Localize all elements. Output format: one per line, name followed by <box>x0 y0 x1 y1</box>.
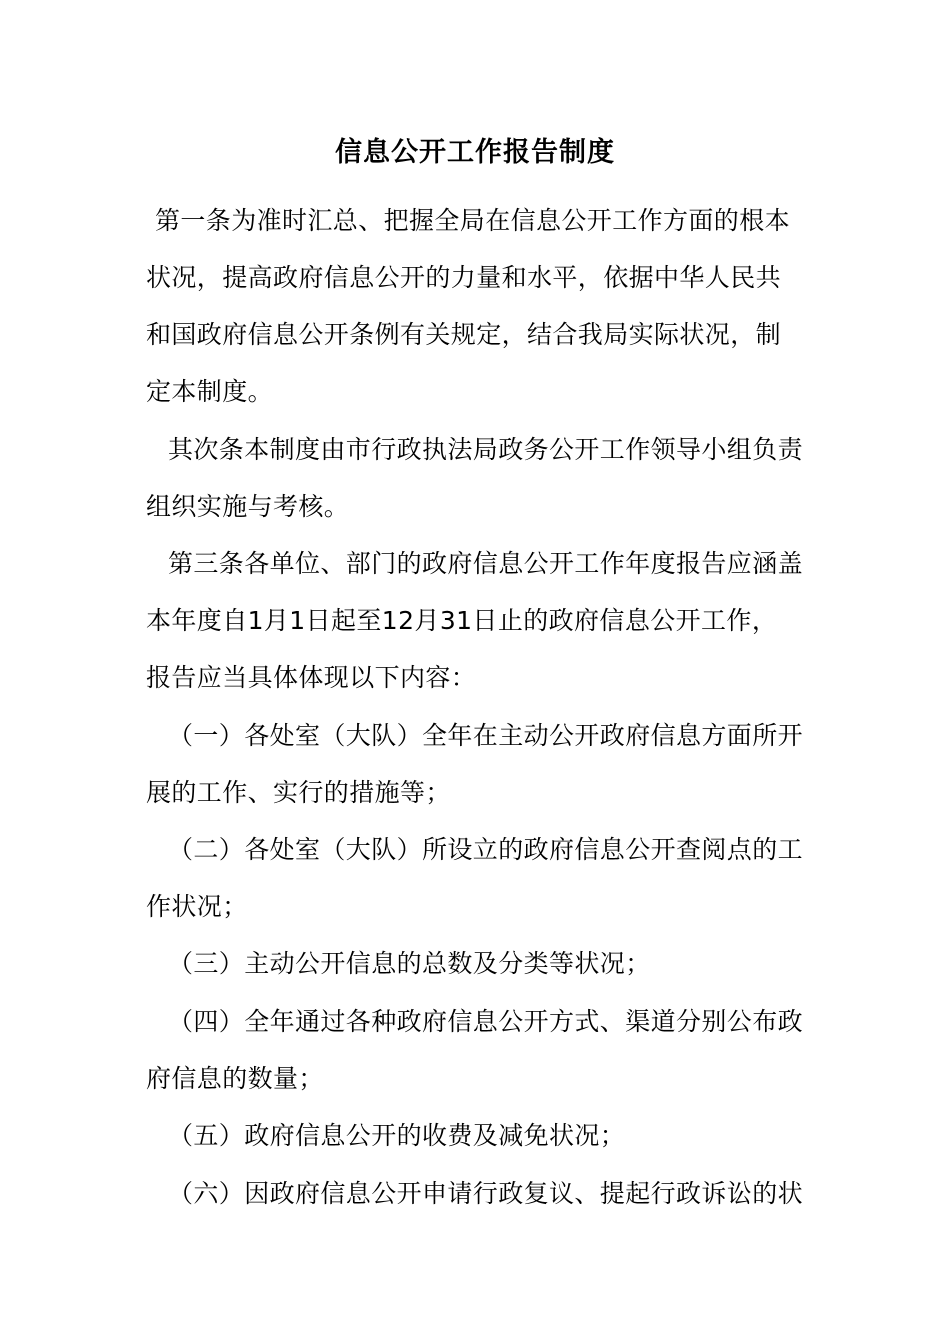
text-line: 作状况； <box>146 892 248 921</box>
text-line: 和国政府信息公开条例有关规定，结合我局实际状况，制 <box>146 320 782 349</box>
text-line: （五）政府信息公开的收费及减免状况； <box>168 1121 626 1150</box>
text-line: 本年度自1月1日起至12月31日止的政府信息公开工作， <box>146 606 778 635</box>
text-line: 定本制度。 <box>146 377 274 406</box>
text-line: 第三条各单位、部门的政府信息公开工作年度报告应涵盖 <box>168 549 804 578</box>
text-line: （一）各处室（大队）全年在主动公开政府信息方面所开 <box>168 721 804 750</box>
text-line: 府信息的数量； <box>146 1064 324 1093</box>
text-line: 第一条为准时汇总、把握全局在信息公开工作方面的根本 <box>155 206 791 235</box>
text-line: 组织实施与考核。 <box>146 492 350 521</box>
document-title: 信息公开工作报告制度 <box>335 137 615 168</box>
text-line: （三）主动公开信息的总数及分类等状况； <box>168 949 651 978</box>
text-line: 其次条本制度由市行政执法局政务公开工作领导小组负责 <box>168 435 804 464</box>
text-line: 展的工作、实行的措施等； <box>146 778 451 807</box>
text-line: （四）全年通过各种政府信息公开方式、渠道分别公布政 <box>168 1007 804 1036</box>
text-line: 报告应当具体体现以下内容： <box>146 663 477 692</box>
text-line: （六）因政府信息公开申请行政复议、提起行政诉讼的状 <box>168 1179 804 1208</box>
text-line: （二）各处室（大队）所设立的政府信息公开查阅点的工 <box>168 835 804 864</box>
text-line: 状况，提高政府信息公开的力量和水平，依据中华人民共 <box>146 263 782 292</box>
